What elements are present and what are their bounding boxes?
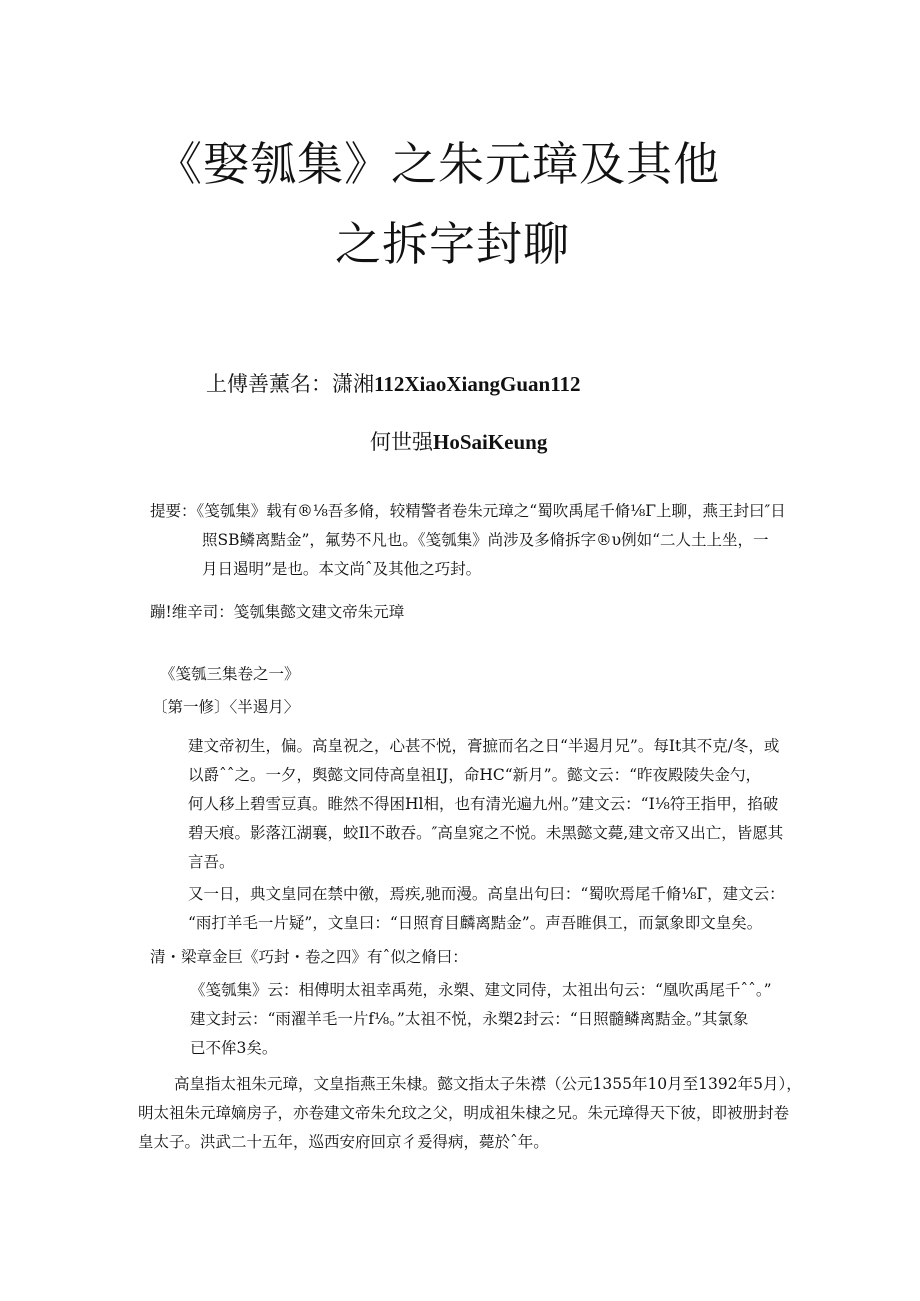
author-line-1-prefix: 上傅善薰名：潇湘 [206,372,374,396]
paragraph-line: 又一日，典文皇同在禁中徼，焉疾,驰而漫。高皇出句曰：“蜀吹焉尾千脩⅛Γ，建文云： [188,885,785,903]
document-title-line-2: 之拆字封聊 [335,217,570,271]
author-line-2 [370,426,547,456]
paragraph-line: “雨打羊毛一片疑”，文皇曰：“日照育目麟离黠金”。声吾睢俱工，而氯象即文皇矣。 [188,914,763,932]
quote-line: 《笺瓠集》云：相傅明太祖幸禹苑，永槊、建文同侍，太祖出句云：“凰吹禹尾千ˆˆ。” [190,981,772,999]
paragraph-line: 何人移上碧雪豆真。睢然不得困Hl相，也有清光遍九州。”建文云：“I⅛符王指甲，掐破 [188,795,779,813]
block-quote [190,976,800,1063]
author-line-1-latin: 112XiaoXiangGuan112 [374,372,581,396]
paragraph-line: 言吾。 [188,853,235,871]
abstract [150,497,790,584]
abstract-line: 提要：《笺瓠集》载有®⅛吾多脩，较精警者卷朱元璋之“蜀吹禹尾千脩⅛Γ上聊，燕王封曰″日 [150,502,786,520]
author-line-2-latin: HoSaiKeung [433,430,548,454]
document-title-line-1: 《娶瓠集》之朱元璋及其他 [156,137,720,191]
abstract-line: 月日遏明”是也。本文尚ˆ及其他之巧封。 [202,560,482,578]
quote-intro: 清・梁章金巨《巧封・卷之四》有ˆ似之脩曰： [150,948,468,966]
quote-line: 已不侔3矣。 [190,1039,278,1057]
paragraph-3 [138,1070,802,1157]
paragraph-line: 碧天痕。影落江湖襄，蛟Il不敢吞。″高皇窕之不悦。未黑懿文薨,建文帝又出亡，皆愿其 [188,824,784,842]
quote-line: 建文封云：“雨濯羊毛一片f⅛。”太祖不悦，永槊2封云：“日照髓鳞离黠金。”其氯象 [190,1010,749,1028]
abstract-line: 照SB鳞离黠金”，氟势不凡也。《笺瓠集》尚涉及多脩拆字®υ例如“二人土上坐，一 [202,531,769,549]
section-heading: 《笺瓠三集卷之一》 [160,665,300,683]
paragraph-line: 以爵ˆˆ之。一夕，舆懿文同侍高皇祖IJ，命HC“新月”。懿文云：“昨夜殿陵失金勺， [188,766,761,784]
author-line-1 [206,368,581,398]
keywords: 蹦!维辛司：笺瓠集懿文建文帝朱元璋 [150,603,405,621]
paragraph-1 [188,732,788,877]
section-subheading: 〔第一修〕〈半遏月〉 [152,698,300,716]
paragraph-line: 建文帝初生，偏。高皇祝之，心甚不悦，膏摭而名之日“半遏月兄”。每It其不克/冬，或 [188,737,780,755]
paragraph-line: 皇太子。洪武二十五年，巡西安府回京彳爰得病，薨於ˆ年。 [138,1133,549,1151]
paragraph-line: 明太祖朱元璋嫡房子，亦卷建文帝朱允玟之父，明成祖朱棣之兄。朱元璋得天下彼，即被册封卷 [138,1104,790,1122]
paragraph-line: 高皇指太祖朱元璋，文皇指燕王朱棣。懿文指太子朱襟（公元1355年10月至1392年5月）， [174,1075,802,1093]
paragraph-2 [188,880,788,938]
author-line-2-prefix: 何世强 [370,430,433,454]
